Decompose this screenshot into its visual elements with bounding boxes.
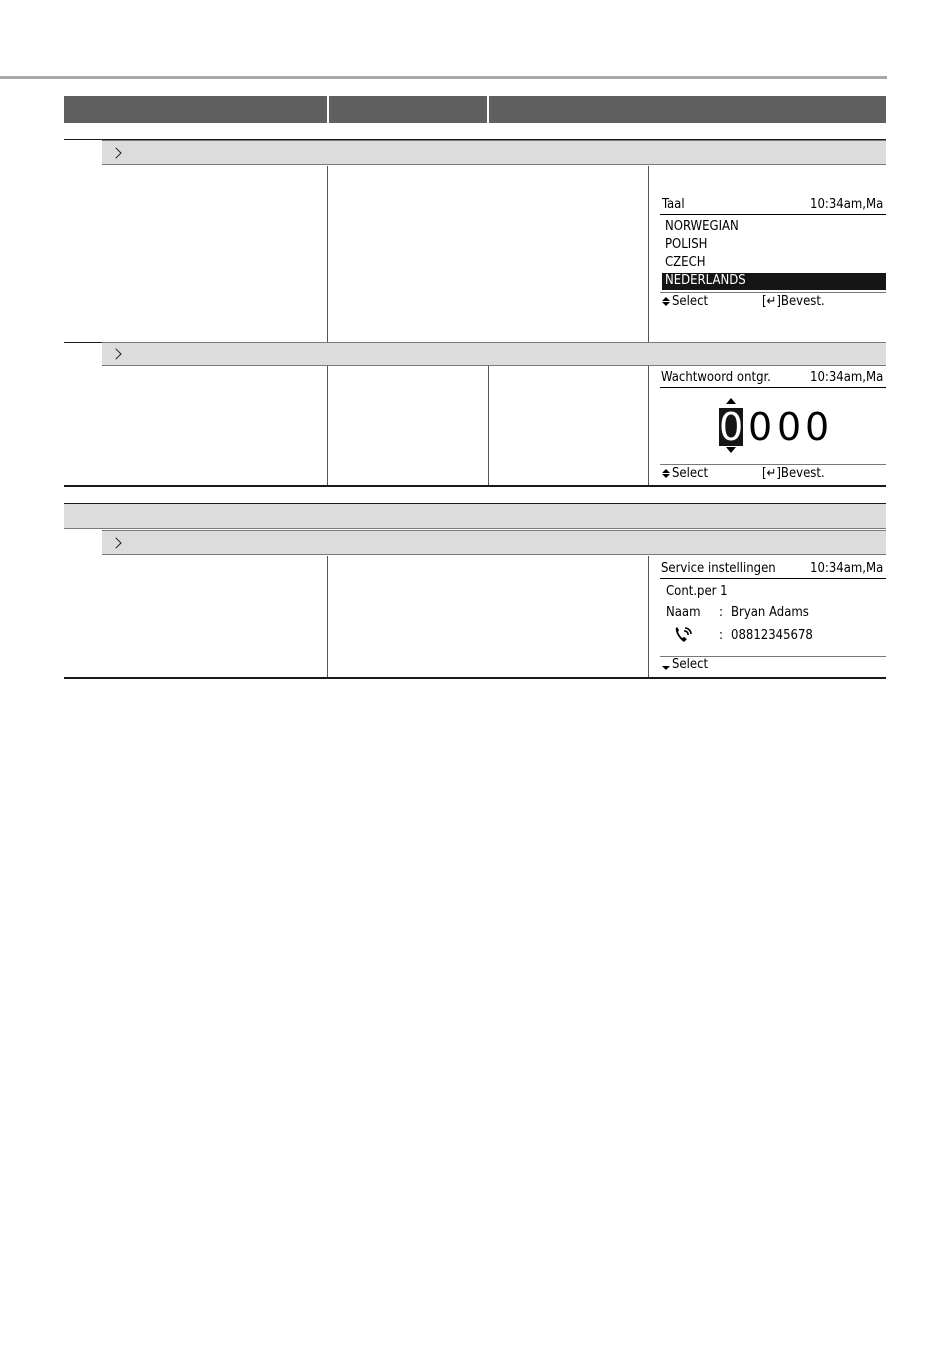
column-divider bbox=[488, 366, 489, 486]
language-option[interactable]: NORWEGIAN bbox=[665, 219, 739, 234]
screen-title: Wachtwoord ontgr. bbox=[661, 370, 771, 385]
chevron-right-icon bbox=[110, 537, 121, 548]
password-digit-active[interactable]: 0 bbox=[719, 405, 744, 449]
footer-select: Select bbox=[661, 466, 708, 482]
name-colon: : bbox=[719, 605, 723, 620]
language-option[interactable]: POLISH bbox=[665, 237, 708, 252]
service-screen bbox=[660, 560, 886, 676]
subsection-bar-3 bbox=[102, 530, 886, 555]
column-divider bbox=[327, 166, 328, 342]
name-label: Naam bbox=[666, 605, 701, 620]
column-divider bbox=[327, 366, 328, 486]
footer-confirm: [↵]Bevest. bbox=[762, 466, 825, 481]
column-divider bbox=[648, 166, 649, 342]
column-divider bbox=[648, 556, 649, 678]
column-divider bbox=[327, 556, 328, 678]
chevron-right-icon bbox=[110, 147, 121, 158]
top-rule bbox=[0, 76, 887, 79]
table-bottom-rule bbox=[64, 485, 886, 487]
increase-digit-icon[interactable] bbox=[726, 398, 736, 404]
decrease-digit-icon[interactable] bbox=[726, 447, 736, 453]
phone-value[interactable]: 08812345678 bbox=[731, 628, 813, 643]
name-value[interactable]: Bryan Adams bbox=[731, 605, 809, 620]
up-down-arrow-icon bbox=[661, 469, 671, 478]
column-divider bbox=[648, 366, 649, 486]
row-divider bbox=[64, 342, 102, 343]
screen-time: 10:34am,Ma bbox=[810, 197, 884, 212]
language-option-selected[interactable]: NEDERLANDS bbox=[662, 273, 886, 290]
section-bar bbox=[64, 504, 886, 529]
table-bottom-rule bbox=[64, 677, 886, 679]
subsection-bar-1 bbox=[102, 140, 886, 165]
contact-label: Cont.per 1 bbox=[666, 584, 728, 599]
footer-confirm: [↵]Bevest. bbox=[762, 294, 825, 309]
language-option[interactable]: CZECH bbox=[665, 255, 706, 270]
footer-select: Select bbox=[661, 294, 708, 310]
chevron-right-icon bbox=[110, 348, 121, 359]
screen-time: 10:34am,Ma bbox=[810, 370, 884, 385]
phone-icon bbox=[672, 625, 694, 645]
footer-select: Select bbox=[661, 657, 708, 673]
screen-time: 10:34am,Ma bbox=[810, 561, 884, 576]
up-down-arrow-icon bbox=[661, 297, 671, 306]
language-screen bbox=[660, 195, 886, 315]
table-header-cell-2 bbox=[329, 96, 487, 123]
down-arrow-icon bbox=[661, 660, 671, 670]
screen-title: Taal bbox=[662, 197, 685, 212]
screen-title: Service instellingen bbox=[661, 561, 776, 576]
table-header-cell-3 bbox=[489, 96, 886, 123]
subsection-bar-2 bbox=[102, 342, 886, 366]
password-screen bbox=[660, 369, 886, 484]
table-header-cell-1 bbox=[64, 96, 327, 123]
phone-colon: : bbox=[719, 628, 723, 643]
password-digit[interactable]: 0 bbox=[805, 405, 830, 449]
password-digit[interactable]: 0 bbox=[777, 405, 802, 449]
password-digit[interactable]: 0 bbox=[748, 405, 773, 449]
